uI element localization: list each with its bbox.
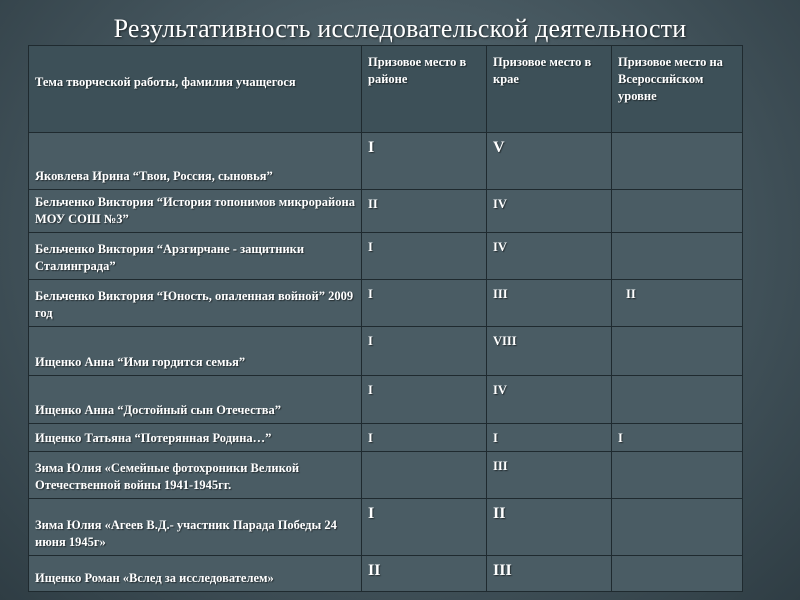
header-region: Призовое место в крае [487, 46, 612, 133]
table-row [29, 556, 743, 592]
row-region: V [487, 133, 612, 190]
row-topic: Ищенко Роман «Вслед за исследователем» [29, 556, 362, 592]
row-topic: Зима Юлия «Агеев В.Д.- участник Парада Победы 24 июня 1945г» [29, 499, 362, 556]
row-district: I [362, 327, 487, 376]
row-topic: Ищенко Анна “Ими гордится семья” [29, 327, 362, 376]
table-row [29, 280, 743, 327]
row-district: I [362, 233, 487, 280]
row-region: III [487, 556, 612, 592]
row-national: II [612, 280, 743, 327]
row-region: VIII [487, 327, 612, 376]
table-row [29, 133, 743, 190]
row-district: I [362, 376, 487, 424]
table-row [29, 424, 743, 452]
row-topic: Бельченко Виктория “История топонимов микрорайона МОУ СОШ №3” [29, 190, 362, 233]
table-row [29, 233, 743, 280]
row-region: IV [487, 376, 612, 424]
row-district: I [362, 133, 487, 190]
row-region: II [487, 499, 612, 556]
row-topic: Зима Юлия «Семейные фотохроники Великой Отечественной войны 1941-1945гг. [29, 452, 362, 499]
row-national [612, 233, 743, 280]
row-district: I [362, 424, 487, 452]
row-region: III [487, 280, 612, 327]
row-topic: Ищенко Татьяна “Потерянная Родина…” [29, 424, 362, 452]
row-district: II [362, 556, 487, 592]
row-national [612, 452, 743, 499]
table-row [29, 190, 743, 233]
row-district [362, 452, 487, 499]
row-region: IV [487, 190, 612, 233]
row-region: III [487, 452, 612, 499]
row-topic: Бельченко Виктория “Юность, опаленная войной” 2009 год [29, 280, 362, 327]
table-header-row [29, 46, 743, 133]
results-table [28, 45, 743, 592]
row-topic: Бельченко Виктория “Арзгирчане - защитники Сталинграда” [29, 233, 362, 280]
table-row [29, 327, 743, 376]
table-row [29, 452, 743, 499]
row-national [612, 190, 743, 233]
table-row [29, 376, 743, 424]
row-national: I [612, 424, 743, 452]
header-topic: Тема творческой работы, фамилия учащегося [29, 46, 362, 133]
row-district: I [362, 280, 487, 327]
row-national [612, 376, 743, 424]
row-region: IV [487, 233, 612, 280]
slide-title: Результативность исследовательской деятельности [113, 14, 687, 43]
row-national [612, 556, 743, 592]
row-national [612, 327, 743, 376]
row-topic: Яковлева Ирина “Твои, Россия, сыновья” [29, 133, 362, 190]
row-national [612, 499, 743, 556]
table-row [29, 499, 743, 556]
row-topic: Ищенко Анна “Достойный сын Отечества” [29, 376, 362, 424]
row-district: I [362, 499, 487, 556]
header-district: Призовое место в районе [362, 46, 487, 133]
header-national: Призовое место на Всероссийском уровне [612, 46, 743, 133]
row-district: II [362, 190, 487, 233]
row-national [612, 133, 743, 190]
row-region: I [487, 424, 612, 452]
